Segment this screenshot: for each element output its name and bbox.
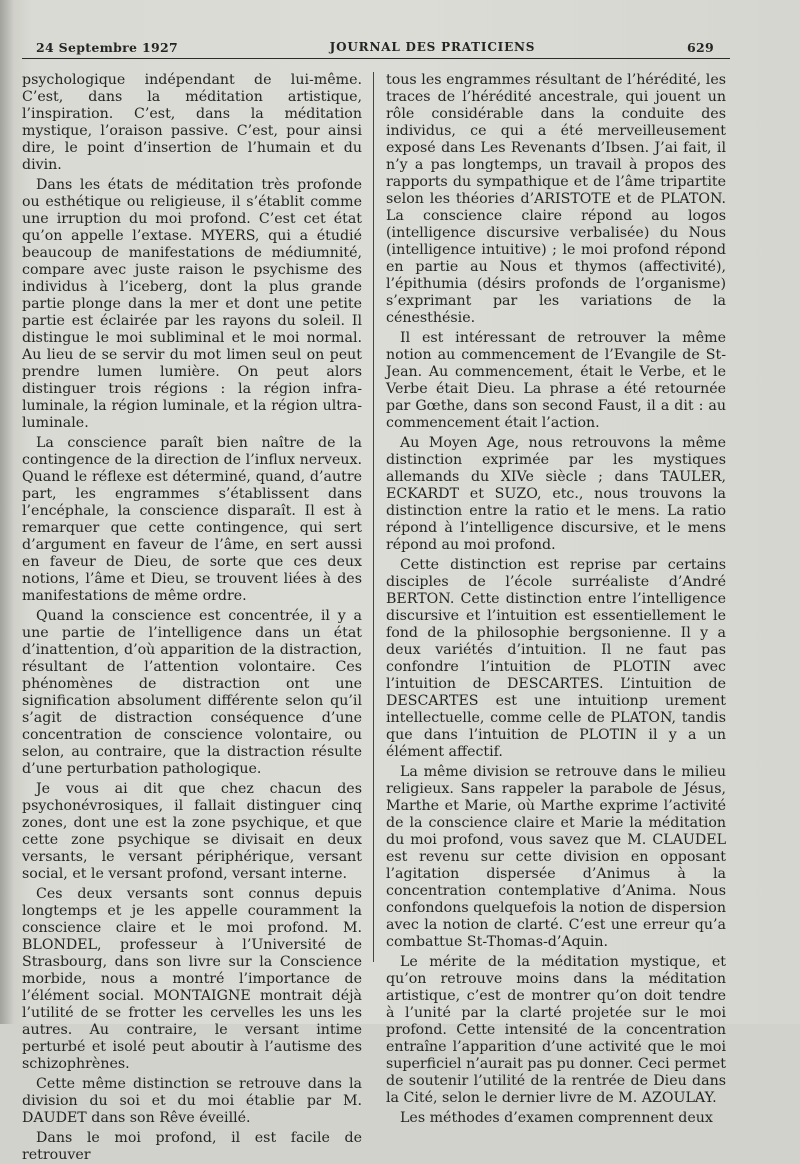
paragraph: Il est intéressant de retrouver la même notion au commencement de l’Evangile de St-Jean. Au commencement, était le Verbe, et le Verbe était Dieu. La phrase a été retournée par Gœthe, dans son second Faust, il a dit : au commencement était l’action. [386, 330, 726, 431]
paragraph: Cette même distinction se retrouve dans la division du soi et du moi établie par M. DAUDET dans son Rêve éveillé. [22, 1076, 362, 1126]
paragraph: Cette distinction est reprise par certains disciples de l’école surréaliste d’André BERTON. Cette distinction entre l’intelligence discursive et l’intuition est essentiellement le fond de la philosophie bergsonienne. Il y a deux variétés d’intuition. Il ne faut pas confondre l’intuition de PLOTIN avec l’intuition de DESCARTES. L’intuition de DESCARTES est une intuitionp urement intellectuelle, comme celle de PLATON, tandis que dans l’intuition de PLOTIN il y a un élément affectif. [386, 557, 726, 760]
paragraph: Dans le moi profond, il est facile de retrouver [22, 1130, 362, 1163]
paragraph: Les méthodes d’examen comprennent deux [400, 1110, 713, 1126]
paragraph: La conscience paraît bien naître de la contingence de la direction de l’influx nerveux. Quand le réflexe est déterminé, quand, d’autre part, les engrammes s’établissent dans l’encéphale, la conscience disparaît. Il est à remarquer que cette contingence, qui sert d’argument en faveur de l’âme, en sert aussi en faveur de Dieu, de sorte que ces deux notions, l’âme et Dieu, se trouvent liées à des manifestations de même ordre. [22, 435, 362, 604]
header-date: 24 Septembre 1927 [36, 39, 178, 55]
binding-shadow [0, 0, 14, 1024]
paragraph: psychologique indépendant de lui-même. C’est, dans la méditation artistique, l’inspiration. C’est, dans la méditation mystique, l’oraison passive. C’est, pour ainsi dire, le point d’insertion de l’humain et du divin. [22, 72, 362, 173]
paragraph: Le mérite de la méditation mystique, et qu’on retrouve moins dans la méditation artistique, c’est de montrer qu’on doit tendre à l’unité par la clarté projetée sur le moi profond. Cette intensité de la concentration entraîne l’apparition d’une activité que le moi superficiel n’aurait pas pu donner. Ceci permet de soutenir l’utilité de la rentrée de Dieu dans la Cité, selon le dernier livre de M. AZOULAY. [386, 954, 726, 1106]
header-journal-title: JOURNAL DES PRATICIENS [329, 40, 536, 54]
page-header [36, 36, 714, 58]
paragraph: tous les engrammes résultant de l’hérédité, les traces de l’hérédité ancestrale, qui jouent un rôle considérable dans la conduite des individus, ce qui a été merveilleusement exposé dans Les Revenants d’Ibsen. J’ai fait, il n’y a pas longtemps, un travail à propos des rapports du sympathique et de l’âme tripartite selon les théories d’ARISTOTE et de PLATON. La conscience claire répond au logos (intelligence discursive verbalisée) du Nous (intelligence intuitive) ; le moi profond répond en partie au Nous et thymos (affectivité), l’épithumia (désirs profonds de l’organisme) s’exprimant par les variations de la cénesthésie. [386, 72, 726, 326]
paragraph: Je vous ai dit que chez chacun des psychonévrosiques, il fallait distinguer cinq zones, dont une est la zone psychique, et que cette zone psychique se divisait en deux versants, le versant périphérique, versant social, et le versant profond, versant interne. [22, 781, 362, 882]
paragraph: Ces deux versants sont connus depuis longtemps et je les appelle couramment la conscience claire et le moi profond. M. BLONDEL, professeur à l’Université de Strasbourg, dans son livre sur la Conscience morbide, nous a montré l’importance de l’élément social. MONTAIGNE montrait déjà l’utilité de se frotter les cervelles les uns les autres. Au contraire, le versant intime perturbé et isolé peut aboutir à l’autisme des schizophrènes. [22, 886, 362, 1072]
paragraph: Quand la conscience est concentrée, il y a une partie de l’intelligence dans un état d’inattention, d’où apparition de la distraction, résultant de l’attention volontaire. Ces phénomènes de distraction ont une signification absolument différente selon qu’il s’agit de distraction conséquence d’une concentration de conscience volontaire, ou selon, au contraire, que la distraction résulte d’une perturbation pathologique. [22, 608, 362, 777]
right-column [386, 72, 726, 1126]
header-page-number: 629 [687, 39, 714, 55]
paragraph: La même division se retrouve dans le milieu religieux. Sans rappeler la parabole de Jésus, Marthe et Marie, où Marthe exprime l’activité de la conscience claire et Marie la méditation du moi profond, vous savez que M. CLAUDEL est revenu sur cette division en opposant l’agitation dispersée d’Animus à la concentration contemplative d’Anima. Nous confondons quelquefois la notion de dispersion avec la notion de clarté. C’est une erreur qu’a combattue St-Thomas-d’Aquin. [386, 764, 726, 950]
left-column [22, 72, 362, 1163]
column-divider [373, 72, 374, 962]
paragraph: Au Moyen Age, nous retrouvons la même distinction exprimée par les mystiques allemands du XIVe siècle ; dans TAULER, ECKARDT et SUZO, etc., nous trouvons la distinction entre la ratio et le mens. La ratio répond à l’intelligence discursive, et le mens répond au moi profond. [386, 435, 726, 553]
paragraph: Dans les états de méditation très profonde ou esthétique ou religieuse, il s’établit comme une irruption du moi profond. C’est cet état qu’on appelle l’extase. MYERS, qui a étudié beaucoup de manifestations de médiumnité, compare avec juste raison le psychisme des individus à l’iceberg, dont la plus grande partie plonge dans la mer et dont une petite partie est éclairée par les rayons du soleil. Il distingue le moi subliminal et le moi normal. Au lieu de se servir du mot limen seul on peut prendre lumen lumière. On peut alors distinguer trois régions : la région infra-luminale, la région luminale, et la région ultra-luminale. [22, 177, 362, 431]
header-rule [22, 58, 730, 59]
